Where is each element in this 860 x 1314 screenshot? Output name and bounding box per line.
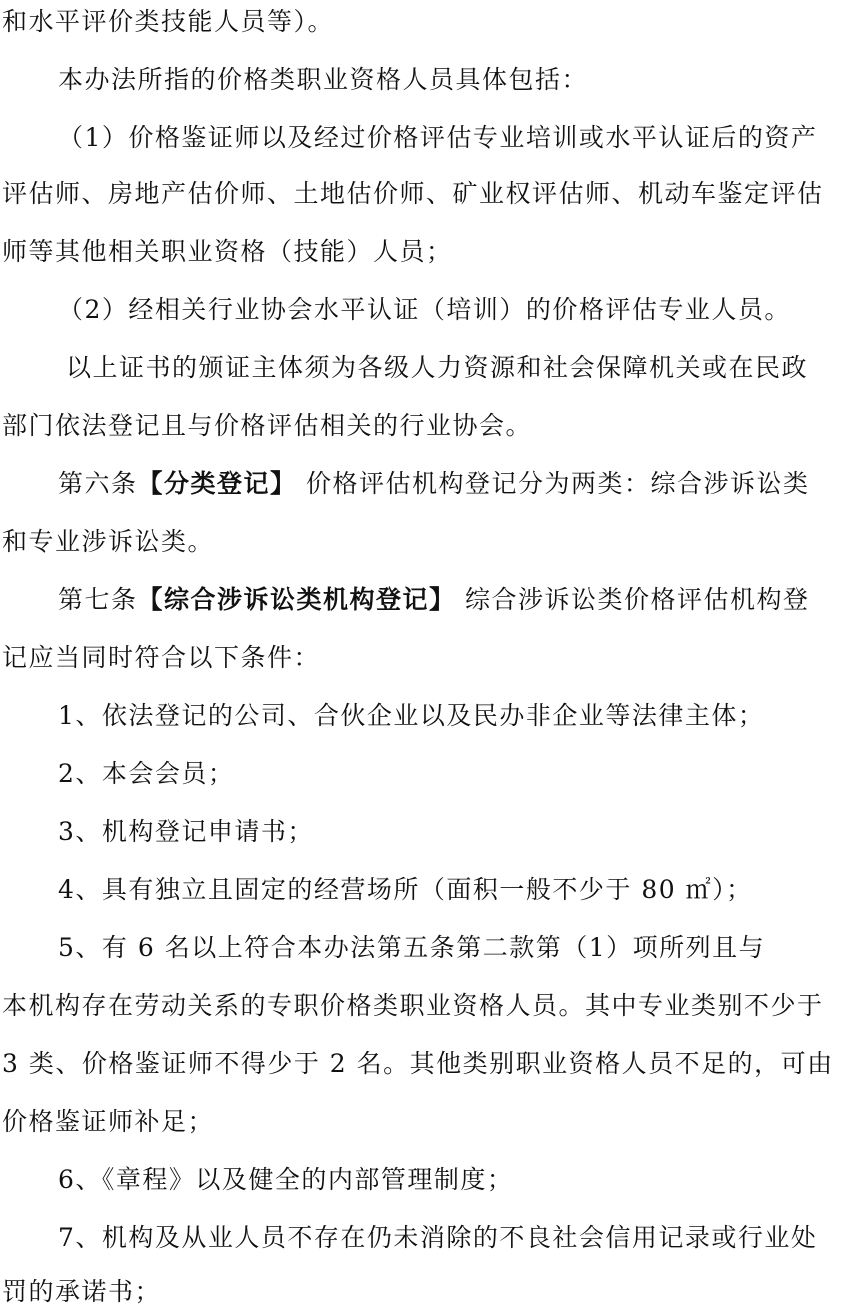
- article-number: 第七条: [58, 585, 138, 614]
- article-7-line: [58, 582, 860, 618]
- text-line: 罚的承诺书；: [2, 1277, 162, 1306]
- article-text: 综合涉诉讼类价格评估机构登: [455, 585, 810, 614]
- text-line: 价格鉴证师补足；: [2, 1107, 215, 1136]
- article-number: 第六条: [58, 469, 138, 498]
- list-item: 7、机构及从业人员不存在仍未消除的不良社会信用记录或行业处: [58, 1223, 818, 1252]
- article-heading: 【综合涉诉讼类机构登记】: [137, 585, 456, 614]
- text-line: 部门依法登记且与价格评估相关的行业协会。: [2, 411, 533, 440]
- article-text: 价格评估机构登记分为两类：综合涉诉讼类: [296, 469, 810, 498]
- text-line: 3 类、价格鉴证师不得少于 2 名。其他类别职业资格人员不足的，可由: [2, 1049, 834, 1078]
- text-line: 本机构存在劳动关系的专职价格类职业资格人员。其中专业类别不少于: [2, 991, 824, 1020]
- list-item: 5、有 6 名以上符合本办法第五条第二款第（1）项所列且与: [58, 933, 766, 962]
- list-item: 4、具有独立且固定的经营场所（面积一般不少于 80 ㎡）；: [58, 875, 753, 904]
- text-line: （2）经相关行业协会水平认证（培训）的价格评估专业人员。: [58, 295, 791, 324]
- list-item: 6、《章程》以及健全的内部管理制度；: [58, 1165, 514, 1194]
- text-line: 记应当同时符合以下条件：: [2, 643, 321, 672]
- text-line: 以上证书的颁证主体须为各级人力资源和社会保障机关或在民政: [66, 353, 809, 382]
- text-line: 和专业涉诉讼类。: [2, 527, 215, 556]
- text-line: 评估师、房地产估价师、土地估价师、矿业权评估师、机动车鉴定评估: [2, 179, 824, 208]
- list-item: 3、机构登记申请书；: [58, 817, 314, 846]
- list-item: 2、本会会员；: [58, 759, 235, 788]
- article-6-line: [58, 466, 860, 502]
- text-line: （1）价格鉴证师以及经过价格评估专业培训或水平认证后的资产: [58, 123, 818, 152]
- text-line: 本办法所指的价格类职业资格人员具体包括：: [58, 65, 589, 94]
- list-item: 1、依法登记的公司、合伙企业以及民办非企业等法律主体；: [58, 701, 765, 730]
- article-heading: 【分类登记】: [137, 469, 297, 498]
- text-line: 和水平评价类技能人员等）。: [2, 7, 335, 36]
- text-line: 师等其他相关职业资格（技能）人员；: [2, 237, 453, 266]
